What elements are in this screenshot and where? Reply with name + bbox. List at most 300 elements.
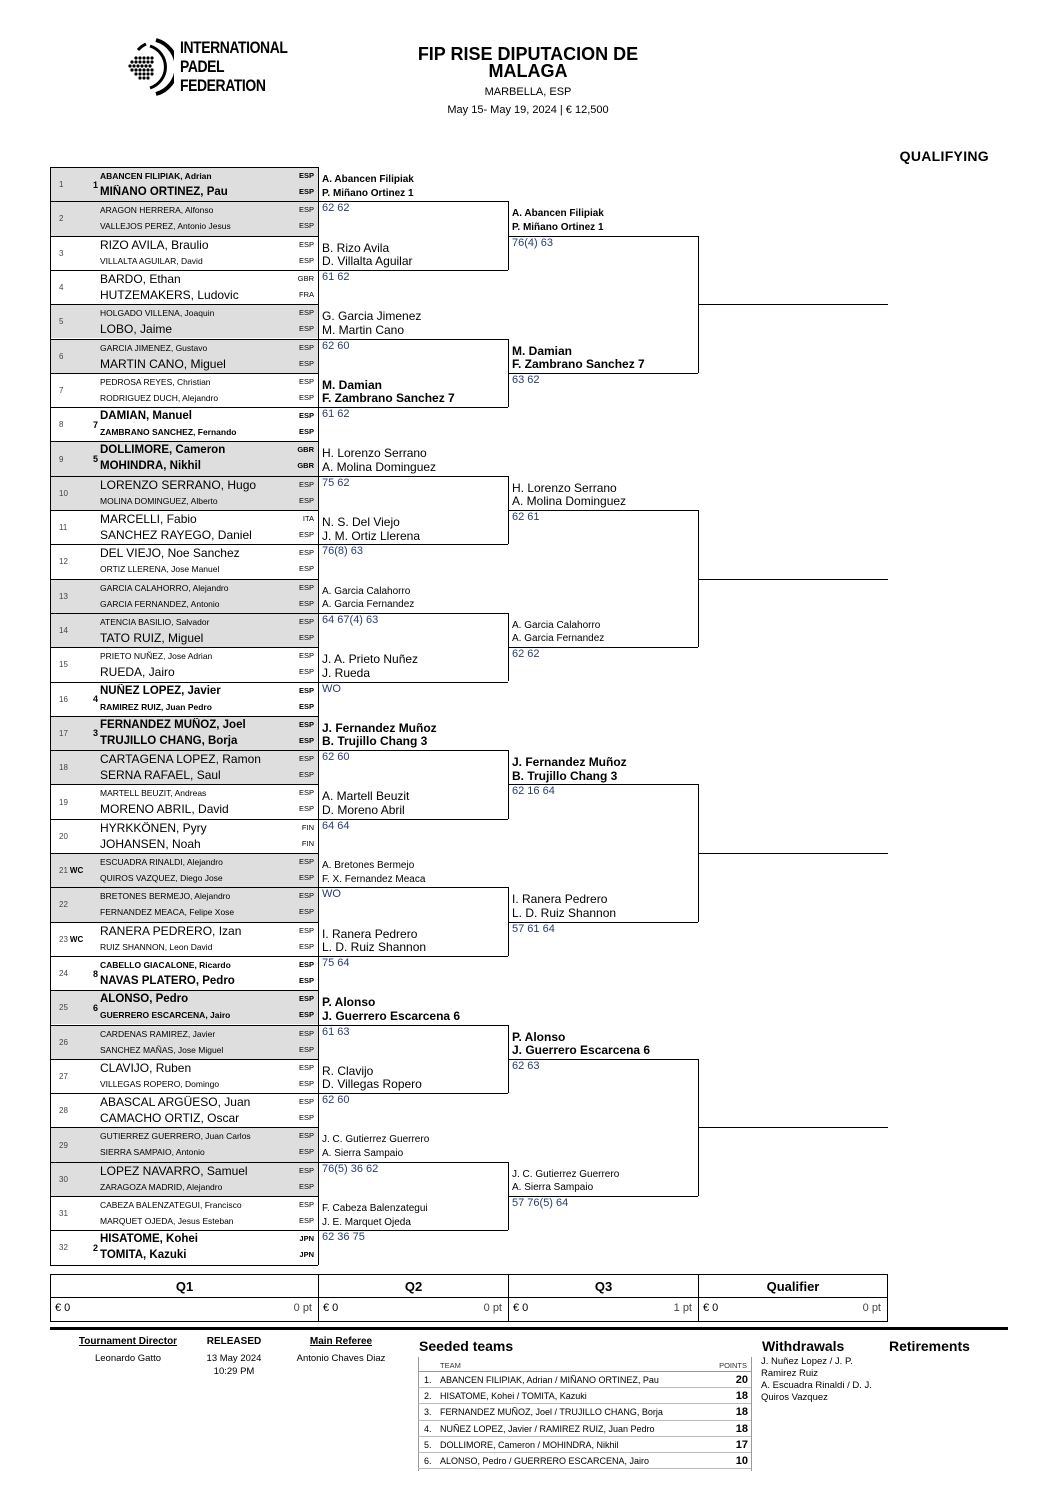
draw-entry <box>50 647 318 681</box>
q1-score: 62 60 <box>322 1094 350 1107</box>
player-nationality: ESP <box>298 495 314 505</box>
draw-position-number: 3 <box>59 248 64 258</box>
player-name: DOLLIMORE, Cameron <box>100 444 226 457</box>
seeded-team-name: HISATOME, Kohei / TOMITA, Kazuki <box>440 1391 587 1402</box>
player-name: NUÑEZ LOPEZ, Javier <box>100 684 221 697</box>
draw-entry <box>50 1162 318 1196</box>
q1-score: 62 60 <box>322 339 350 352</box>
draw-border <box>318 167 319 1265</box>
tournament-dates: May 15- May 19, 2024 | € 12,500 <box>447 104 609 116</box>
player-name: RUIZ SHANNON, Leon David <box>100 941 213 952</box>
tournament-title: FIP RISE DIPUTACION DE MALAGA <box>417 44 639 81</box>
draw-position <box>50 305 88 338</box>
player-name: GUTIERREZ GUERRERO, Juan Carlos <box>100 1131 251 1142</box>
director-name: Leonardo Gatto <box>94 1353 162 1364</box>
draw-entry <box>50 750 318 784</box>
draw-position <box>50 1094 88 1127</box>
seeded-team-row <box>418 1421 751 1437</box>
player-name: TRUJILLO CHANG, Borja <box>100 734 238 747</box>
seeded-team-name: ALONSO, Pedro / GUERRERO ESCARCENA, Jairo <box>440 1455 650 1466</box>
draw-position-number: 12 <box>59 557 68 567</box>
q1-match-bracket <box>318 887 508 888</box>
player-nationality: ESP <box>298 719 314 729</box>
draw-position <box>50 408 88 441</box>
player-nationality: ESP <box>298 873 314 882</box>
round-points: 0 pt <box>862 1302 881 1314</box>
player-name: SANCHEZ RAYEGO, Daniel <box>100 528 252 542</box>
winner-player: R. Clavijo <box>322 1063 374 1078</box>
seed-rank: 1. <box>424 1375 432 1385</box>
player-nationality: ESP <box>298 479 314 489</box>
player-nationality: ESP <box>298 427 314 437</box>
q2-winner <box>512 207 604 234</box>
draw-entry <box>50 922 318 956</box>
seed-rank: 3. <box>424 1407 432 1418</box>
q1-winner <box>322 242 413 269</box>
draw-entry <box>50 819 318 853</box>
round-prize: € 0 <box>323 1302 339 1314</box>
q2-score: 62 63 <box>512 1059 540 1072</box>
winner-player: L. D. Ruiz Shannon <box>512 905 617 920</box>
player-nationality: ESP <box>298 1062 314 1072</box>
winner-player: A. Molina Dominguez <box>322 459 437 474</box>
fip-logo <box>126 34 296 100</box>
round-name: Q1 <box>175 1279 194 1294</box>
player-nationality: JPN <box>299 1234 314 1244</box>
winner-player: J. Guerrero Escarcena 6 <box>322 1008 461 1023</box>
player-nationality: ESP <box>298 735 314 745</box>
player-nationality: GBR <box>297 273 314 283</box>
q1-winner <box>322 790 409 817</box>
player-nationality: ESP <box>298 1113 314 1123</box>
winner-player: I. Ranera Pedrero <box>512 892 608 907</box>
draw-entry <box>50 544 318 578</box>
draw-position-number: 20 <box>59 831 68 841</box>
player-name: LOBO, Jaime <box>100 322 173 337</box>
seeded-team-row <box>418 1372 751 1388</box>
q1-score: 64 64 <box>322 819 350 832</box>
draw-position <box>50 717 88 750</box>
player-nationality: ESP <box>298 221 314 231</box>
seeded-team-points: 10 <box>735 1454 748 1467</box>
q1-score: WO <box>322 888 341 901</box>
player-name: CABEZA BALENZATEGUI, Francisco <box>100 1200 242 1210</box>
draw-position-number: 27 <box>59 1071 68 1081</box>
draw-position-number: 15 <box>59 660 68 670</box>
player-nationality: ESP <box>298 1165 314 1175</box>
draw-entry <box>50 887 318 921</box>
q1-score: 75 62 <box>322 476 350 489</box>
q2-score: 62 16 64 <box>512 785 555 798</box>
round-divider <box>509 1297 698 1298</box>
player-nationality: ESP <box>298 171 314 180</box>
q1-winner <box>322 996 460 1023</box>
winner-player: A. Molina Dominguez <box>512 494 627 509</box>
seeded-team-points: 20 <box>735 1374 748 1386</box>
player-name: ORTIZ LLERENA, Jose Manuel <box>100 564 220 575</box>
player-nationality: ESP <box>298 701 314 711</box>
player-name: SIERRA SAMPAIO, Antonio <box>100 1147 205 1158</box>
winner-player: A. Garcia Fernandez <box>322 599 415 611</box>
footer-divider <box>50 1327 1008 1330</box>
winner-player: P. Alonso <box>512 1029 566 1044</box>
draw-position <box>50 1197 88 1230</box>
player-nationality: ESP <box>298 358 314 368</box>
points-column-header: POINTS <box>719 1361 747 1370</box>
draw-entry <box>50 784 318 818</box>
player-nationality: ESP <box>298 1147 314 1157</box>
player-nationality: ESP <box>298 1010 314 1020</box>
player-name: HUTZEMAKERS, Ludovic <box>100 287 239 302</box>
player-nationality: ESP <box>298 857 314 866</box>
player-name: FERNANDEZ MEACA, Felipe Xose <box>100 907 235 918</box>
q2-score: 62 61 <box>512 511 540 523</box>
player-name: RODRIGUEZ DUCH, Alejandro <box>100 392 219 403</box>
seed-rank: 5. <box>424 1439 432 1450</box>
round-points: 0 pt <box>293 1302 312 1314</box>
winner-player: M. Damian <box>512 343 573 358</box>
draw-border <box>50 167 51 1265</box>
draw-entry <box>50 956 318 990</box>
player-nationality: ESP <box>298 255 314 265</box>
draw-position-number: 22 <box>59 900 68 910</box>
q3-match-line <box>698 1127 888 1128</box>
draw-position <box>50 957 88 990</box>
draw-position-number: 29 <box>59 1140 68 1150</box>
player-nationality: ESP <box>298 925 314 935</box>
draw-position <box>50 1163 88 1196</box>
draw-position <box>50 374 88 407</box>
player-name: MOLINA DOMINGUEZ, Alberto <box>100 495 218 506</box>
player-nationality: ESP <box>298 1200 314 1209</box>
seeded-team-row <box>418 1453 751 1469</box>
seeded-team-points: 18 <box>735 1390 748 1403</box>
winner-player: F. Cabeza Balenzategui <box>322 1203 428 1214</box>
seed-number: 6 <box>92 1002 98 1013</box>
round-points: 0 pt <box>483 1302 502 1314</box>
round-cell <box>508 1274 698 1322</box>
tournament-location: MARBELLA, ESP <box>484 86 572 98</box>
player-nationality: ESP <box>298 788 314 798</box>
draw-position-number: 17 <box>59 728 68 738</box>
director-label: Tournament Director <box>78 1336 178 1347</box>
draw-entry <box>50 1127 318 1161</box>
draw-entry <box>50 476 318 510</box>
player-nationality: ESP <box>298 530 314 539</box>
seeded-team-name: ABANCEN FILIPIAK, Adrian / MIÑANO ORTINEZ, Pau <box>440 1375 659 1385</box>
player-nationality: ESP <box>298 804 314 814</box>
winner-player: A. Garcia Fernandez <box>512 633 605 645</box>
draw-position-number: 25 <box>59 1003 68 1013</box>
draw-position-number: 23 <box>59 934 68 944</box>
draw-border <box>50 1265 318 1266</box>
draw-position-number: 21 <box>59 866 68 876</box>
player-name: JOHANSEN, Noah <box>100 836 201 851</box>
draw-entry <box>50 407 318 441</box>
q2-score: 57 76(5) 64 <box>512 1197 569 1209</box>
draw-position <box>50 477 88 510</box>
draw-entry <box>50 613 318 647</box>
player-name: RUEDA, Jairo <box>100 665 175 680</box>
draw-position <box>50 271 88 304</box>
draw-position <box>50 237 88 270</box>
round-prize: € 0 <box>703 1302 719 1314</box>
winner-player: J. C. Gutierrez Guerrero <box>512 1168 620 1180</box>
fip-logo-icon <box>126 36 174 98</box>
player-name: CAMACHO ORTIZ, Oscar <box>100 1111 240 1126</box>
winner-player: B. Trujillo Chang 3 <box>322 734 428 749</box>
winner-player: A. Martell Beuzit <box>322 789 410 804</box>
winner-player: P. Miñano Ortinez 1 <box>512 221 604 233</box>
player-name: SERNA RAFAEL, Saul <box>100 768 221 783</box>
q3-match-line <box>698 579 888 580</box>
winner-player: H. Lorenzo Serrano <box>322 446 427 461</box>
winner-player: B. Trujillo Chang 3 <box>512 768 618 783</box>
player-name: LORENZO SERRANO, Hugo <box>100 477 257 492</box>
withdrawals-label: Withdrawals <box>762 1338 845 1354</box>
rounds-table <box>50 1274 888 1322</box>
q2-score: 57 61 64 <box>512 922 555 935</box>
winner-player: M. Martin Cano <box>322 322 405 337</box>
player-nationality: ESP <box>298 308 314 318</box>
player-nationality: ESP <box>298 941 314 951</box>
draw-entry <box>50 1059 318 1093</box>
draw-position <box>50 683 88 716</box>
seed-number: 4 <box>92 694 98 705</box>
winner-player: J. E. Marquet Ojeda <box>322 1216 411 1228</box>
draw-entry <box>50 682 318 716</box>
player-nationality: ESP <box>298 685 314 695</box>
seed-number: 5 <box>92 454 98 465</box>
player-nationality: ESP <box>298 891 314 901</box>
draw-entry <box>50 304 318 338</box>
round-divider <box>319 1297 508 1298</box>
player-name: TATO RUIZ, Miguel <box>100 630 204 645</box>
player-nationality: ESP <box>298 376 314 386</box>
q1-score: 75 64 <box>322 956 350 969</box>
draw-position-number: 9 <box>59 454 64 464</box>
seed-number: 8 <box>92 968 98 979</box>
draw-entry <box>50 1196 318 1230</box>
q1-winner <box>322 447 436 474</box>
player-name: CARTAGENA LOPEZ, Ramon <box>100 752 261 767</box>
logo-line-2: PADEL <box>180 57 225 76</box>
player-nationality: ESP <box>298 187 314 196</box>
player-name: GARCIA JIMENEZ, Gustavo <box>100 342 208 353</box>
draw-position-number: 18 <box>59 763 68 773</box>
q1-winner <box>322 1202 428 1229</box>
player-name: FERNANDEZ MUÑOZ, Joel <box>100 718 246 731</box>
player-nationality: JPN <box>299 1250 314 1260</box>
q3-match-line <box>698 853 888 854</box>
player-name: ABANCEN FILIPIAK, Adrian <box>100 171 212 181</box>
q2-score: 76(4) 63 <box>512 236 553 249</box>
draw-position-number: 19 <box>59 797 68 807</box>
draw-position <box>50 751 88 784</box>
draw-position <box>50 648 88 681</box>
seed-rank: 2. <box>424 1391 432 1402</box>
fip-logo-text <box>180 38 287 95</box>
q1-match-bracket <box>318 682 508 683</box>
player-nationality: GBR <box>297 461 314 471</box>
player-name: DAMIAN, Manuel <box>100 410 192 423</box>
draw-position <box>50 614 88 647</box>
winner-player: G. Garcia Jimenez <box>322 309 422 324</box>
q1-score: WO <box>322 682 341 695</box>
q2-winner <box>512 756 627 783</box>
q2-score: 62 62 <box>512 648 540 661</box>
player-nationality: ITA <box>302 514 314 523</box>
player-nationality: ESP <box>298 1181 314 1191</box>
winner-player: N. S. Del Viejo <box>322 515 400 529</box>
player-nationality: ESP <box>298 1131 314 1141</box>
winner-player: J. Rueda <box>322 665 371 680</box>
draw-position-number: 28 <box>59 1106 68 1116</box>
winner-player: H. Lorenzo Serrano <box>512 480 617 495</box>
player-name: RIZO AVILA, Braulio <box>100 237 209 252</box>
draw-position <box>50 1060 88 1093</box>
seed-number: 3 <box>92 728 98 739</box>
q1-winner <box>322 653 418 680</box>
player-nationality: ESP <box>298 1216 314 1225</box>
round-prize: € 0 <box>55 1302 71 1314</box>
q1-winner <box>322 379 455 406</box>
draw-position <box>50 168 88 201</box>
q1-winner <box>322 173 414 200</box>
seed-number: 2 <box>92 1242 98 1253</box>
seeded-table-border <box>751 1357 752 1471</box>
winner-player: P. Alonso <box>322 995 376 1010</box>
released-label: RELEASED <box>206 1336 262 1347</box>
player-name: VILLALTA AGUILAR, David <box>100 255 203 266</box>
draw-entry <box>50 339 318 373</box>
winner-player: F. Zambrano Sanchez 7 <box>322 391 455 406</box>
player-name: ALONSO, Pedro <box>100 993 189 1006</box>
player-nationality: FRA <box>299 289 314 299</box>
player-name: CLAVIJO, Ruben <box>100 1060 192 1075</box>
draw-entry <box>50 510 318 544</box>
seeded-table-header <box>418 1357 751 1372</box>
player-nationality: ESP <box>298 1028 314 1038</box>
player-nationality: ESP <box>298 205 314 215</box>
player-nationality: ESP <box>298 667 314 677</box>
player-name: GARCIA CALAHORRO, Alejandro <box>100 582 229 593</box>
winner-player: B. Rizo Avila <box>322 240 390 255</box>
player-name: MARTELL BEUZIT, Andreas <box>100 788 207 799</box>
player-name: ABASCAL ARGÜESO, Juan <box>100 1095 251 1110</box>
draw-entry <box>50 990 318 1024</box>
draw-position <box>50 545 88 578</box>
q2-winner <box>512 345 645 372</box>
winner-player: A. Bretones Bermejo <box>322 860 415 871</box>
player-name: ZARAGOZA MADRID, Alejandro <box>100 1181 223 1192</box>
q1-winner <box>322 1133 429 1160</box>
draw-entry <box>50 201 318 235</box>
referee-label: Main Referee <box>309 1336 373 1347</box>
draw-section-title: QUALIFYING <box>899 148 989 164</box>
player-name: LOPEZ NAVARRO, Samuel <box>100 1163 248 1178</box>
draw-position-number: 16 <box>59 694 68 704</box>
q2-winner <box>512 482 626 509</box>
draw-position <box>50 923 88 956</box>
winner-player: J. Fernandez Muñoz <box>512 755 627 770</box>
player-name: BARDO, Ethan <box>100 271 181 286</box>
q3-match-line <box>698 304 888 305</box>
player-name: MARQUET OJEDA, Jesus Esteban <box>100 1216 234 1226</box>
draw-entry <box>50 716 318 750</box>
player-nationality: ESP <box>298 548 314 558</box>
player-name: CARDENAS RAMIREZ, Javier <box>100 1028 216 1039</box>
player-name: MOHINDRA, Nikhil <box>100 460 201 473</box>
draw-entry <box>50 1093 318 1127</box>
winner-player: A. Sierra Sampaio <box>512 1182 594 1194</box>
player-nationality: ESP <box>298 598 314 608</box>
player-nationality: ESP <box>298 239 314 249</box>
player-nationality: ESP <box>298 324 314 334</box>
round-points: 1 pt <box>673 1302 692 1314</box>
wildcard-badge: WC <box>69 866 84 876</box>
winner-player: A. Abancen Filipiak <box>512 208 604 220</box>
player-nationality: ESP <box>298 770 314 780</box>
player-name: ESCUADRA RINALDI, Alejandro <box>100 857 223 867</box>
player-nationality: ESP <box>298 975 314 985</box>
seeded-team-points: 18 <box>735 1422 748 1435</box>
draw-entry <box>50 167 318 201</box>
winner-player: J. Guerrero Escarcena 6 <box>512 1043 651 1057</box>
draw-position <box>50 202 88 235</box>
winner-player: J. M. Ortiz Llerena <box>322 528 421 543</box>
draw-position <box>50 1026 88 1059</box>
draw-position-number: 1 <box>59 180 64 190</box>
q1-winner <box>322 310 421 337</box>
player-name: ZAMBRANO SANCHEZ, Fernando <box>100 427 237 438</box>
draw-position-number: 4 <box>59 283 64 293</box>
seeded-teams-table <box>418 1357 751 1469</box>
q2-winner <box>512 1031 650 1058</box>
winner-player: F. X. Fernandez Meaca <box>322 873 426 885</box>
released-time: 10:29 PM <box>213 1366 255 1377</box>
q1-winner <box>322 516 420 543</box>
player-nationality: ESP <box>298 651 314 661</box>
draw-position <box>50 511 88 544</box>
player-nationality: FIN <box>301 822 314 832</box>
player-nationality: GBR <box>297 445 314 455</box>
draw-position <box>50 442 88 475</box>
q1-score: 61 63 <box>322 1025 350 1038</box>
round-divider <box>699 1297 887 1298</box>
draw-entry <box>50 1230 318 1264</box>
q1-winner <box>322 1065 422 1092</box>
round-prize: € 0 <box>513 1302 529 1314</box>
player-name: ARAGON HERRERA, Alfonso <box>100 205 214 216</box>
seed-rank: 4. <box>424 1423 432 1434</box>
winner-player: A. Sierra Sampaio <box>322 1147 404 1159</box>
seeded-team-name: NUÑEZ LOPEZ, Javier / RAMIREZ RUIZ, Juan Pedro <box>440 1423 655 1434</box>
seeded-team-name: DOLLIMORE, Cameron / MOHINDRA, Nikhil <box>440 1439 619 1450</box>
draw-position-number: 31 <box>59 1209 68 1219</box>
draw-position-number: 24 <box>59 969 68 979</box>
player-name: DEL VIEJO, Noe Sanchez <box>100 546 240 561</box>
round-cell <box>318 1274 508 1322</box>
winner-player: I. Ranera Pedrero <box>322 926 418 941</box>
seed-number: 7 <box>92 419 98 430</box>
player-nationality: ESP <box>298 907 314 917</box>
player-name: VILLEGAS ROPERO, Domingo <box>100 1078 220 1089</box>
player-name: BRETONES BERMEJO, Alejandro <box>100 891 231 902</box>
q1-score: 76(8) 63 <box>322 545 363 558</box>
draw-entry <box>50 441 318 475</box>
draw-position <box>50 888 88 921</box>
